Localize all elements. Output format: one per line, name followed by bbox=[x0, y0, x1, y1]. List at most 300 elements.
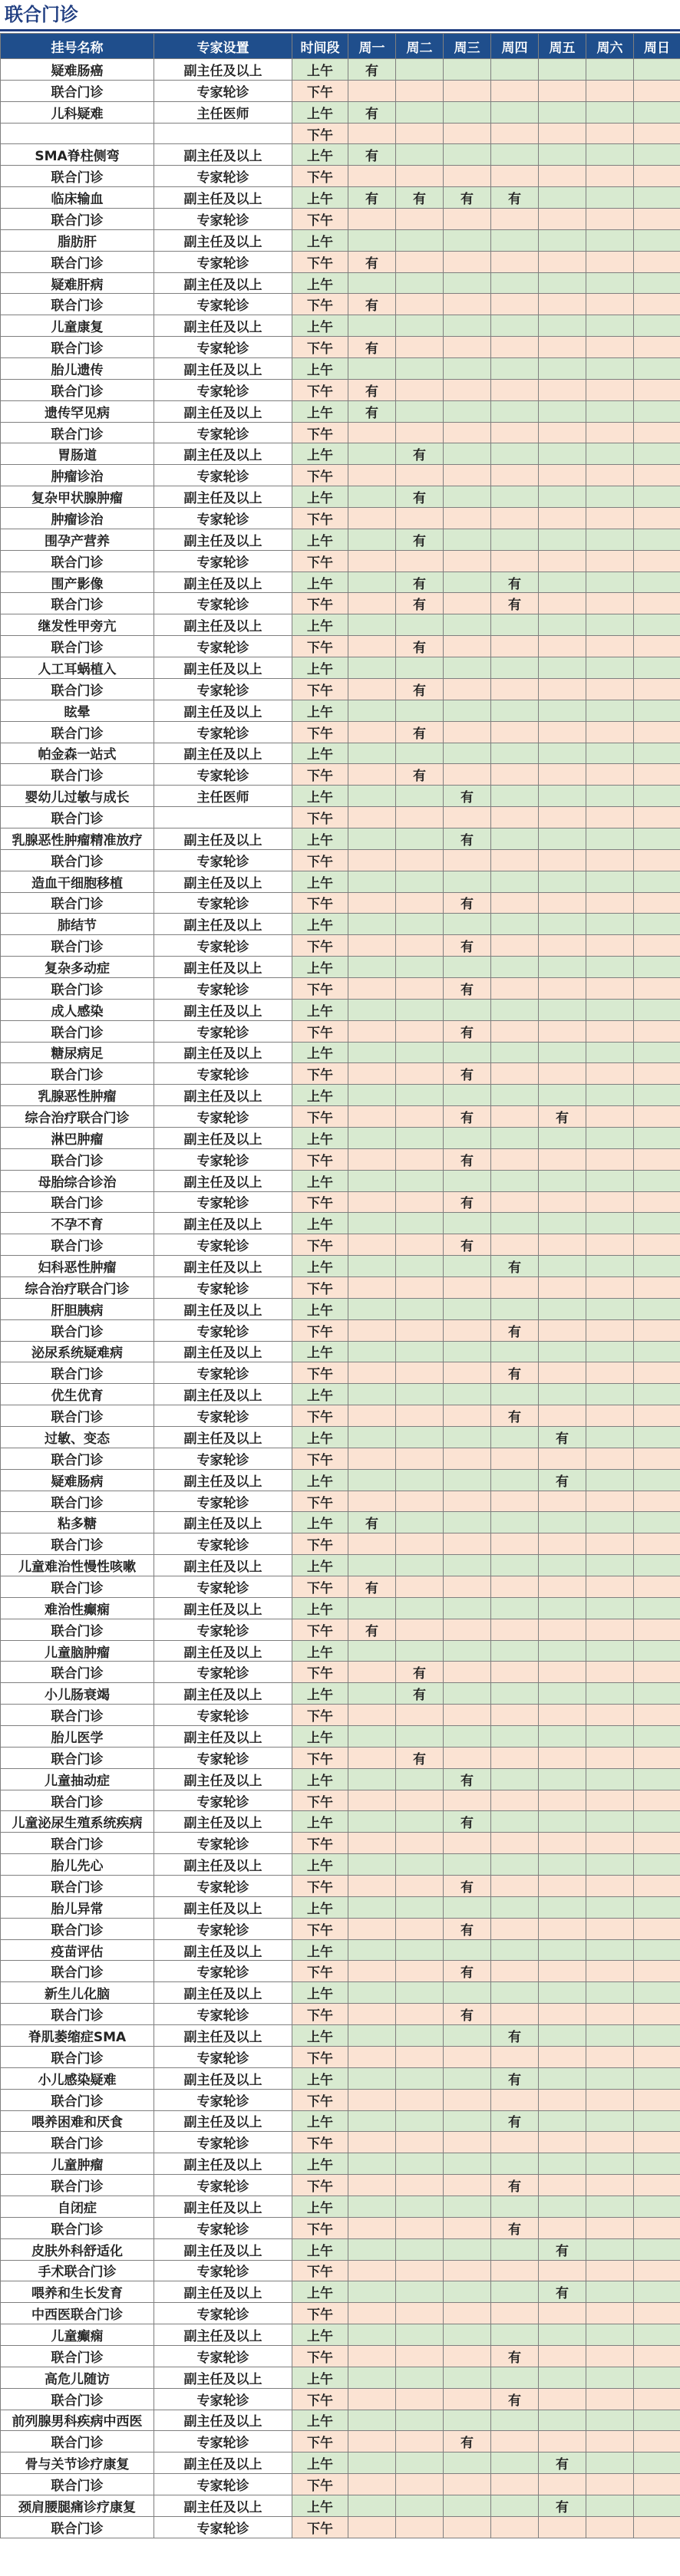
day-cell-thu bbox=[491, 1896, 539, 1918]
clinic-name-cell: 联合门诊 bbox=[1, 1362, 154, 1384]
day-cell-sat bbox=[586, 1961, 634, 1982]
table-row bbox=[1, 593, 680, 614]
time-period-cell: 下午 bbox=[292, 209, 348, 230]
day-cell-thu bbox=[491, 272, 539, 294]
day-cell-wed bbox=[444, 251, 491, 272]
day-cell-thu bbox=[491, 1085, 539, 1106]
day-cell-fri bbox=[539, 229, 586, 251]
day-cell-sat bbox=[586, 1063, 634, 1085]
day-cell-sat bbox=[586, 1662, 634, 1683]
table-row bbox=[1, 1127, 680, 1148]
day-cell-wed bbox=[444, 2516, 491, 2538]
expert-setting-cell: 副主任及以上 bbox=[154, 1427, 292, 1448]
day-cell-mon bbox=[348, 1705, 396, 1726]
clinic-name-cell: 帕金森一站式 bbox=[1, 743, 154, 764]
table-row bbox=[1, 935, 680, 957]
day-cell-mon bbox=[348, 1961, 396, 1982]
table-row bbox=[1, 1961, 680, 1982]
day-cell-fri bbox=[539, 721, 586, 743]
day-cell-wed bbox=[444, 614, 491, 636]
expert-setting-cell: 专家轮诊 bbox=[154, 1619, 292, 1640]
clinic-name-cell: 妇科恶性肿瘤 bbox=[1, 1256, 154, 1277]
clinic-name-cell: 联合门诊 bbox=[1, 1576, 154, 1598]
expert-setting-cell: 专家轮诊 bbox=[154, 1191, 292, 1213]
clinic-name-cell: 过敏、变态 bbox=[1, 1427, 154, 1448]
expert-setting-cell: 专家轮诊 bbox=[154, 1448, 292, 1469]
expert-setting-cell: 专家轮诊 bbox=[154, 1705, 292, 1726]
day-cell-sun bbox=[634, 2452, 680, 2474]
time-period-cell: 下午 bbox=[292, 1576, 348, 1598]
time-period-cell: 下午 bbox=[292, 1234, 348, 1256]
day-cell-sat bbox=[586, 593, 634, 614]
time-period-cell: 上午 bbox=[292, 914, 348, 935]
day-cell-thu bbox=[491, 1662, 539, 1683]
day-cell-tue bbox=[396, 2132, 444, 2153]
header-name: 挂号名称 bbox=[1, 34, 154, 59]
expert-setting-cell: 专家轮诊 bbox=[154, 2516, 292, 2538]
day-cell-fri bbox=[539, 1961, 586, 1982]
day-cell-tue bbox=[396, 2238, 444, 2260]
expert-setting-cell: 专家轮诊 bbox=[154, 1662, 292, 1683]
table-row bbox=[1, 2388, 680, 2410]
clinic-name-cell: 联合门诊 bbox=[1, 807, 154, 828]
day-cell-sun bbox=[634, 1384, 680, 1405]
day-cell-thu: 有 bbox=[491, 2067, 539, 2089]
day-cell-thu bbox=[491, 871, 539, 892]
day-cell-fri bbox=[539, 1555, 586, 1576]
clinic-name-cell: 联合门诊 bbox=[1, 2431, 154, 2452]
day-cell-mon: 有 bbox=[348, 59, 396, 81]
day-cell-fri bbox=[539, 593, 586, 614]
day-cell-sun bbox=[634, 1705, 680, 1726]
day-cell-tue bbox=[396, 1127, 444, 1148]
table-row bbox=[1, 914, 680, 935]
day-cell-fri bbox=[539, 636, 586, 657]
day-cell-thu bbox=[491, 678, 539, 700]
day-cell-mon bbox=[348, 1533, 396, 1555]
table-row bbox=[1, 1896, 680, 1918]
day-cell-sun bbox=[634, 1148, 680, 1170]
day-cell-tue bbox=[396, 786, 444, 807]
day-cell-wed bbox=[444, 1427, 491, 1448]
expert-setting-cell: 副主任及以上 bbox=[154, 443, 292, 465]
time-period-cell: 下午 bbox=[292, 2345, 348, 2367]
clinic-name-cell: 中西医联合门诊 bbox=[1, 2303, 154, 2324]
time-period-cell: 下午 bbox=[292, 678, 348, 700]
day-cell-mon bbox=[348, 1170, 396, 1191]
table-row bbox=[1, 465, 680, 486]
day-cell-fri bbox=[539, 1063, 586, 1085]
table-row bbox=[1, 1020, 680, 1042]
table-row bbox=[1, 166, 680, 187]
day-cell-wed bbox=[444, 2153, 491, 2175]
expert-setting-cell: 专家轮诊 bbox=[154, 508, 292, 529]
day-cell-mon bbox=[348, 957, 396, 978]
day-cell-fri bbox=[539, 871, 586, 892]
day-cell-tue bbox=[396, 59, 444, 81]
day-cell-sat bbox=[586, 400, 634, 422]
day-cell-sat bbox=[586, 1640, 634, 1662]
day-cell-mon bbox=[348, 1276, 396, 1298]
day-cell-tue bbox=[396, 1085, 444, 1106]
table-row bbox=[1, 1448, 680, 1469]
day-cell-mon bbox=[348, 700, 396, 721]
clinic-name-cell: 喂养困难和厌食 bbox=[1, 2110, 154, 2132]
day-cell-thu bbox=[491, 1961, 539, 1982]
day-cell-fri bbox=[539, 1405, 586, 1427]
table-row bbox=[1, 251, 680, 272]
day-cell-sat bbox=[586, 315, 634, 337]
day-cell-tue bbox=[396, 358, 444, 380]
day-cell-wed bbox=[444, 957, 491, 978]
day-cell-fri bbox=[539, 1854, 586, 1876]
day-cell-sun bbox=[634, 358, 680, 380]
clinic-name-cell: 糖尿病足 bbox=[1, 1042, 154, 1063]
expert-setting-cell: 副主任及以上 bbox=[154, 957, 292, 978]
day-cell-tue bbox=[396, 2452, 444, 2474]
day-cell-sat bbox=[586, 1191, 634, 1213]
day-cell-wed bbox=[444, 272, 491, 294]
header-sat: 周六 bbox=[586, 34, 634, 59]
table-row bbox=[1, 529, 680, 550]
expert-setting-cell: 专家轮诊 bbox=[154, 1747, 292, 1768]
day-cell-sun bbox=[634, 443, 680, 465]
day-cell-sat bbox=[586, 1918, 634, 1939]
table-row bbox=[1, 1106, 680, 1128]
day-cell-wed bbox=[444, 1448, 491, 1469]
clinic-name-cell: 儿童难治性慢性咳嗽 bbox=[1, 1555, 154, 1576]
clinic-name-cell: 联合门诊 bbox=[1, 721, 154, 743]
expert-setting-cell: 专家轮诊 bbox=[154, 1319, 292, 1341]
table-row bbox=[1, 1148, 680, 1170]
table-row bbox=[1, 999, 680, 1020]
day-cell-mon bbox=[348, 1662, 396, 1683]
day-cell-mon bbox=[348, 1939, 396, 1961]
day-cell-wed bbox=[444, 1576, 491, 1598]
day-cell-fri bbox=[539, 1085, 586, 1106]
table-row bbox=[1, 721, 680, 743]
day-cell-wed bbox=[444, 700, 491, 721]
day-cell-fri bbox=[539, 2132, 586, 2153]
day-cell-sat bbox=[586, 2474, 634, 2495]
day-cell-mon bbox=[348, 786, 396, 807]
table-row bbox=[1, 1662, 680, 1683]
time-period-cell: 下午 bbox=[292, 1319, 348, 1341]
expert-setting-cell: 专家轮诊 bbox=[154, 337, 292, 358]
day-cell-sun bbox=[634, 2025, 680, 2047]
day-cell-thu bbox=[491, 1555, 539, 1576]
day-cell-fri bbox=[539, 550, 586, 572]
time-period-cell: 下午 bbox=[292, 2175, 348, 2196]
day-cell-sat bbox=[586, 572, 634, 593]
clinic-name-cell: 儿童抽动症 bbox=[1, 1768, 154, 1790]
day-cell-wed bbox=[444, 871, 491, 892]
expert-setting-cell: 副主任及以上 bbox=[154, 1127, 292, 1148]
table-row bbox=[1, 1683, 680, 1705]
day-cell-sun bbox=[634, 1576, 680, 1598]
table-row bbox=[1, 1790, 680, 1811]
day-cell-tue bbox=[396, 272, 444, 294]
day-cell-mon bbox=[348, 1384, 396, 1405]
day-cell-sun bbox=[634, 572, 680, 593]
day-cell-mon bbox=[348, 1298, 396, 1319]
clinic-name-cell: 优生优育 bbox=[1, 1384, 154, 1405]
day-cell-wed bbox=[444, 849, 491, 871]
clinic-name-cell: 联合门诊 bbox=[1, 935, 154, 957]
day-cell-mon bbox=[348, 2132, 396, 2153]
day-cell-fri bbox=[539, 2410, 586, 2431]
day-cell-mon bbox=[348, 2260, 396, 2281]
day-cell-wed bbox=[444, 657, 491, 679]
header-period: 时间段 bbox=[292, 34, 348, 59]
day-cell-wed: 有 bbox=[444, 786, 491, 807]
day-cell-fri bbox=[539, 614, 586, 636]
clinic-name-cell: 脊肌萎缩症SMA bbox=[1, 2025, 154, 2047]
day-cell-tue bbox=[396, 1063, 444, 1085]
day-cell-wed bbox=[444, 550, 491, 572]
day-cell-tue bbox=[396, 999, 444, 1020]
day-cell-sun bbox=[634, 1042, 680, 1063]
day-cell-wed bbox=[444, 572, 491, 593]
expert-setting-cell: 专家轮诊 bbox=[154, 550, 292, 572]
day-cell-tue bbox=[396, 1619, 444, 1640]
time-period-cell: 上午 bbox=[292, 1811, 348, 1833]
day-cell-fri bbox=[539, 1213, 586, 1234]
day-cell-thu bbox=[491, 400, 539, 422]
time-period-cell: 上午 bbox=[292, 315, 348, 337]
day-cell-wed bbox=[444, 678, 491, 700]
clinic-name-cell: 儿童脑肿瘤 bbox=[1, 1640, 154, 1662]
table-row bbox=[1, 892, 680, 914]
day-cell-thu: 有 bbox=[491, 1319, 539, 1341]
day-cell-mon bbox=[348, 2303, 396, 2324]
day-cell-tue: 有 bbox=[396, 187, 444, 209]
header-sun: 周日 bbox=[634, 34, 680, 59]
day-cell-thu bbox=[491, 1918, 539, 1939]
day-cell-sat bbox=[586, 187, 634, 209]
day-cell-wed bbox=[444, 2175, 491, 2196]
clinic-name-cell: 联合门诊 bbox=[1, 294, 154, 315]
day-cell-sun bbox=[634, 2217, 680, 2238]
day-cell-fri bbox=[539, 1533, 586, 1555]
day-cell-fri bbox=[539, 1896, 586, 1918]
clinic-name-cell: 肝胆胰病 bbox=[1, 1298, 154, 1319]
day-cell-tue bbox=[396, 1811, 444, 1833]
day-cell-sat bbox=[586, 1213, 634, 1234]
clinic-name-cell: 遗传罕见病 bbox=[1, 400, 154, 422]
clinic-name-cell: 婴幼儿过敏与成长 bbox=[1, 786, 154, 807]
table-row bbox=[1, 229, 680, 251]
day-cell-sun bbox=[634, 593, 680, 614]
time-period-cell: 上午 bbox=[292, 443, 348, 465]
day-cell-mon bbox=[348, 2281, 396, 2303]
day-cell-mon bbox=[348, 1640, 396, 1662]
time-period-cell: 上午 bbox=[292, 1939, 348, 1961]
day-cell-sun bbox=[634, 465, 680, 486]
day-cell-wed: 有 bbox=[444, 828, 491, 849]
day-cell-mon bbox=[348, 1876, 396, 1897]
expert-setting-cell: 副主任及以上 bbox=[154, 59, 292, 81]
day-cell-fri: 有 bbox=[539, 2495, 586, 2516]
day-cell-wed bbox=[444, 1213, 491, 1234]
day-cell-thu bbox=[491, 2089, 539, 2110]
day-cell-sat bbox=[586, 1768, 634, 1790]
table-row bbox=[1, 572, 680, 593]
day-cell-mon bbox=[348, 1597, 396, 1619]
day-cell-mon bbox=[348, 2067, 396, 2089]
expert-setting-cell: 副主任及以上 bbox=[154, 486, 292, 508]
day-cell-tue bbox=[396, 1726, 444, 1748]
table-row bbox=[1, 1405, 680, 1427]
day-cell-sun bbox=[634, 2238, 680, 2260]
day-cell-wed: 有 bbox=[444, 1811, 491, 1833]
expert-setting-cell: 主任医师 bbox=[154, 101, 292, 123]
expert-setting-cell: 副主任及以上 bbox=[154, 1726, 292, 1748]
day-cell-tue bbox=[396, 2196, 444, 2217]
day-cell-fri bbox=[539, 1726, 586, 1748]
day-cell-mon bbox=[348, 2238, 396, 2260]
clinic-name-cell: 联合门诊 bbox=[1, 379, 154, 400]
table-row bbox=[1, 358, 680, 380]
day-cell-sun bbox=[634, 529, 680, 550]
day-cell-mon bbox=[348, 1833, 396, 1854]
clinic-name-cell: 疫苗评估 bbox=[1, 1939, 154, 1961]
day-cell-thu bbox=[491, 1127, 539, 1148]
day-cell-tue bbox=[396, 1833, 444, 1854]
day-cell-sat bbox=[586, 2324, 634, 2346]
clinic-name-cell: 联合门诊 bbox=[1, 80, 154, 101]
table-row bbox=[1, 678, 680, 700]
clinic-name-cell: 联合门诊 bbox=[1, 2516, 154, 2538]
expert-setting-cell: 专家轮诊 bbox=[154, 1961, 292, 1982]
expert-setting-cell: 副主任及以上 bbox=[154, 999, 292, 1020]
day-cell-thu bbox=[491, 1854, 539, 1876]
day-cell-sun bbox=[634, 2303, 680, 2324]
table-row bbox=[1, 2046, 680, 2067]
day-cell-thu bbox=[491, 1811, 539, 1833]
clinic-name-cell: 骨与关节诊疗康复 bbox=[1, 2452, 154, 2474]
table-row bbox=[1, 550, 680, 572]
day-cell-thu: 有 bbox=[491, 2025, 539, 2047]
expert-setting-cell: 专家轮诊 bbox=[154, 721, 292, 743]
clinic-name-cell: 联合门诊 bbox=[1, 1319, 154, 1341]
clinic-name-cell: 联合门诊 bbox=[1, 593, 154, 614]
day-cell-thu bbox=[491, 786, 539, 807]
day-cell-thu bbox=[491, 1020, 539, 1042]
day-cell-wed bbox=[444, 1042, 491, 1063]
day-cell-wed bbox=[444, 2495, 491, 2516]
day-cell-sat bbox=[586, 1597, 634, 1619]
day-cell-thu bbox=[491, 2495, 539, 2516]
table-row bbox=[1, 871, 680, 892]
clinic-name-cell: 联合门诊 bbox=[1, 1662, 154, 1683]
day-cell-thu bbox=[491, 2367, 539, 2388]
expert-setting-cell: 专家轮诊 bbox=[154, 2089, 292, 2110]
time-period-cell: 上午 bbox=[292, 1042, 348, 1063]
expert-setting-cell: 专家轮诊 bbox=[154, 1876, 292, 1897]
time-period-cell: 下午 bbox=[292, 1063, 348, 1085]
expert-setting-cell bbox=[154, 123, 292, 144]
expert-setting-cell: 副主任及以上 bbox=[154, 572, 292, 593]
day-cell-thu bbox=[491, 123, 539, 144]
day-cell-sat bbox=[586, 1319, 634, 1341]
day-cell-mon bbox=[348, 1341, 396, 1362]
day-cell-mon bbox=[348, 2046, 396, 2067]
day-cell-tue bbox=[396, 1705, 444, 1726]
day-cell-mon bbox=[348, 1319, 396, 1341]
day-cell-sun bbox=[634, 1127, 680, 1148]
time-period-cell: 下午 bbox=[292, 2132, 348, 2153]
clinic-name-cell: 联合门诊 bbox=[1, 1191, 154, 1213]
day-cell-mon bbox=[348, 550, 396, 572]
time-period-cell: 下午 bbox=[292, 1106, 348, 1128]
day-cell-wed bbox=[444, 1127, 491, 1148]
clinic-name-cell: 乳腺恶性肿瘤精准放疗 bbox=[1, 828, 154, 849]
day-cell-thu bbox=[491, 1042, 539, 1063]
table-row bbox=[1, 2260, 680, 2281]
table-row bbox=[1, 614, 680, 636]
day-cell-mon bbox=[348, 572, 396, 593]
expert-setting-cell: 专家轮诊 bbox=[154, 2004, 292, 2025]
time-period-cell: 下午 bbox=[292, 1405, 348, 1427]
day-cell-tue bbox=[396, 166, 444, 187]
time-period-cell: 下午 bbox=[292, 1961, 348, 1982]
day-cell-sat bbox=[586, 1833, 634, 1854]
day-cell-thu bbox=[491, 743, 539, 764]
day-cell-wed bbox=[444, 2474, 491, 2495]
time-period-cell: 上午 bbox=[292, 2410, 348, 2431]
day-cell-sat bbox=[586, 59, 634, 81]
day-cell-fri bbox=[539, 59, 586, 81]
day-cell-thu bbox=[491, 614, 539, 636]
clinic-name-cell: 皮肤外科舒适化 bbox=[1, 2238, 154, 2260]
clinic-name-cell: 联合门诊 bbox=[1, 1705, 154, 1726]
day-cell-sun bbox=[634, 1427, 680, 1448]
day-cell-mon bbox=[348, 1683, 396, 1705]
table-row bbox=[1, 636, 680, 657]
day-cell-wed bbox=[444, 337, 491, 358]
time-period-cell: 上午 bbox=[292, 187, 348, 209]
clinic-name-cell: 联合门诊 bbox=[1, 1747, 154, 1768]
clinic-name-cell: 儿科疑难 bbox=[1, 101, 154, 123]
day-cell-thu bbox=[491, 700, 539, 721]
day-cell-sat bbox=[586, 465, 634, 486]
day-cell-tue bbox=[396, 1918, 444, 1939]
day-cell-tue bbox=[396, 2217, 444, 2238]
time-period-cell: 下午 bbox=[292, 2474, 348, 2495]
day-cell-wed bbox=[444, 1469, 491, 1491]
day-cell-tue bbox=[396, 2153, 444, 2175]
expert-setting-cell: 副主任及以上 bbox=[154, 2110, 292, 2132]
day-cell-sun bbox=[634, 1876, 680, 1897]
day-cell-thu bbox=[491, 807, 539, 828]
day-cell-tue bbox=[396, 229, 444, 251]
day-cell-sun bbox=[634, 1298, 680, 1319]
day-cell-sun bbox=[634, 1640, 680, 1662]
day-cell-tue bbox=[396, 957, 444, 978]
day-cell-mon bbox=[348, 2110, 396, 2132]
time-period-cell: 上午 bbox=[292, 786, 348, 807]
table-row bbox=[1, 1234, 680, 1256]
expert-setting-cell: 专家轮诊 bbox=[154, 1491, 292, 1512]
time-period-cell: 上午 bbox=[292, 229, 348, 251]
day-cell-mon bbox=[348, 80, 396, 101]
day-cell-tue bbox=[396, 614, 444, 636]
day-cell-sat bbox=[586, 999, 634, 1020]
day-cell-thu bbox=[491, 379, 539, 400]
day-cell-mon bbox=[348, 743, 396, 764]
day-cell-fri bbox=[539, 1939, 586, 1961]
